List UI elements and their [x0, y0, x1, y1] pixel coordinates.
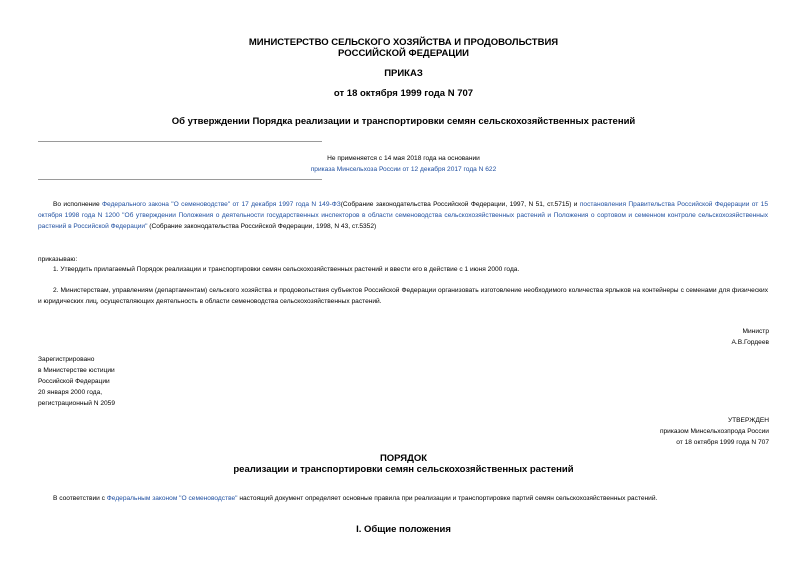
federal-law-link-2[interactable]: Федеральным законом "О семеноводстве"	[106, 495, 238, 502]
registration-line-4: 20 января 2000 года,	[38, 389, 103, 396]
section-1-heading: I. Общие положения	[356, 524, 451, 535]
doc-title: Об утверждении Порядка реализации и транспортировки семян сельскохозяйственных растений	[171, 116, 636, 127]
status-note-link[interactable]: приказа Минсельхоза России от 12 декабря 2017 года N 622	[310, 166, 497, 173]
preamble-text-2: (Собрание законодательства Российской Федерации, 1997, N 51, ст.5715) и	[340, 201, 580, 208]
registration-line-2: в Министерстве юстиции	[38, 367, 115, 374]
preamble-text-1: Во исполнение	[53, 201, 103, 208]
registration-line-1: Зарегистрировано	[38, 356, 95, 363]
registration-line-3: Российской Федерации	[38, 378, 110, 385]
signature-block	[732, 326, 769, 348]
procedure-intro	[38, 493, 768, 504]
approved-line-3: от 18 октября 1999 года N 707	[676, 439, 769, 446]
procedure-intro-text-2: настоящий документ определяет основные правила при реализации и транспортировке партий семян сельскохозяйственных растений.	[237, 495, 658, 502]
government-decree-link[interactable]: постановления Правительства Российской Федерации от 15 октября 1998 года N 1200 "Об утверждении Положения о деятельности государственных инспекторов в области семеноводства сельскохозяйственных растений и Положения о сортовом и семенном контроле сельскохозяйственных растений в Российской Федерации"	[38, 201, 768, 230]
approved-line-1: УТВЕРЖДЕН	[727, 417, 769, 424]
ministry-name-line2: РОССИЙСКОЙ ФЕДЕРАЦИИ	[337, 48, 469, 59]
status-note-text: Не применяется с 14 мая 2018 года на основании	[327, 155, 480, 162]
procedure-title: ПОРЯДОК	[379, 453, 428, 464]
preamble-text-3: (Собрание законодательства Российской Федерации, 1998, N 43, ст.5352)	[147, 223, 377, 230]
ministry-name-line1: МИНИСТЕРСТВО СЕЛЬСКОГО ХОЗЯЙСТВА И ПРОДОВОЛЬСТВИЯ	[248, 37, 559, 48]
federal-law-link[interactable]: Федерального закона "О семеноводстве" от 17 декабря 1997 года N 149-ФЗ	[102, 201, 341, 208]
approved-block	[660, 415, 769, 448]
doc-type: ПРИКАЗ	[384, 68, 423, 79]
order-word: приказываю:	[38, 256, 78, 263]
order-item-1: 1. Утвердить прилагаемый Порядок реализации и транспортировки семян сельскохозяйственных растений и ввести его в действие с 1 июня 2000 года.	[53, 266, 520, 273]
doc-date-number: от 18 октября 1999 года N 707	[333, 88, 474, 99]
registration-line-5: регистрационный N 2059	[38, 400, 116, 407]
signature-position: Министр	[742, 328, 769, 335]
status-note	[0, 153, 807, 175]
signature-name: А.В.Гордеев	[731, 339, 769, 346]
order-item-2: 2. Министерствам, управлениям (департаментам) сельского хозяйства и продовольствия субъектов Российской Федерации организовать изготовление необходимого количества ярлыков на контейнеры с семенами для физических и юридических лиц, осуществляющих деятельность в области семеноводства сельскохозяйственных растений.	[38, 287, 768, 305]
procedure-subtitle: реализации и транспортировки семян сельскохозяйственных растений	[233, 464, 574, 475]
procedure-intro-text-1: В соответствии с	[53, 495, 107, 502]
approved-line-2: приказом Минсельхозпрода России	[659, 428, 769, 435]
preamble-paragraph	[38, 199, 768, 232]
registration-block	[38, 354, 115, 409]
divider-top	[38, 141, 322, 142]
divider-bottom	[38, 179, 322, 180]
